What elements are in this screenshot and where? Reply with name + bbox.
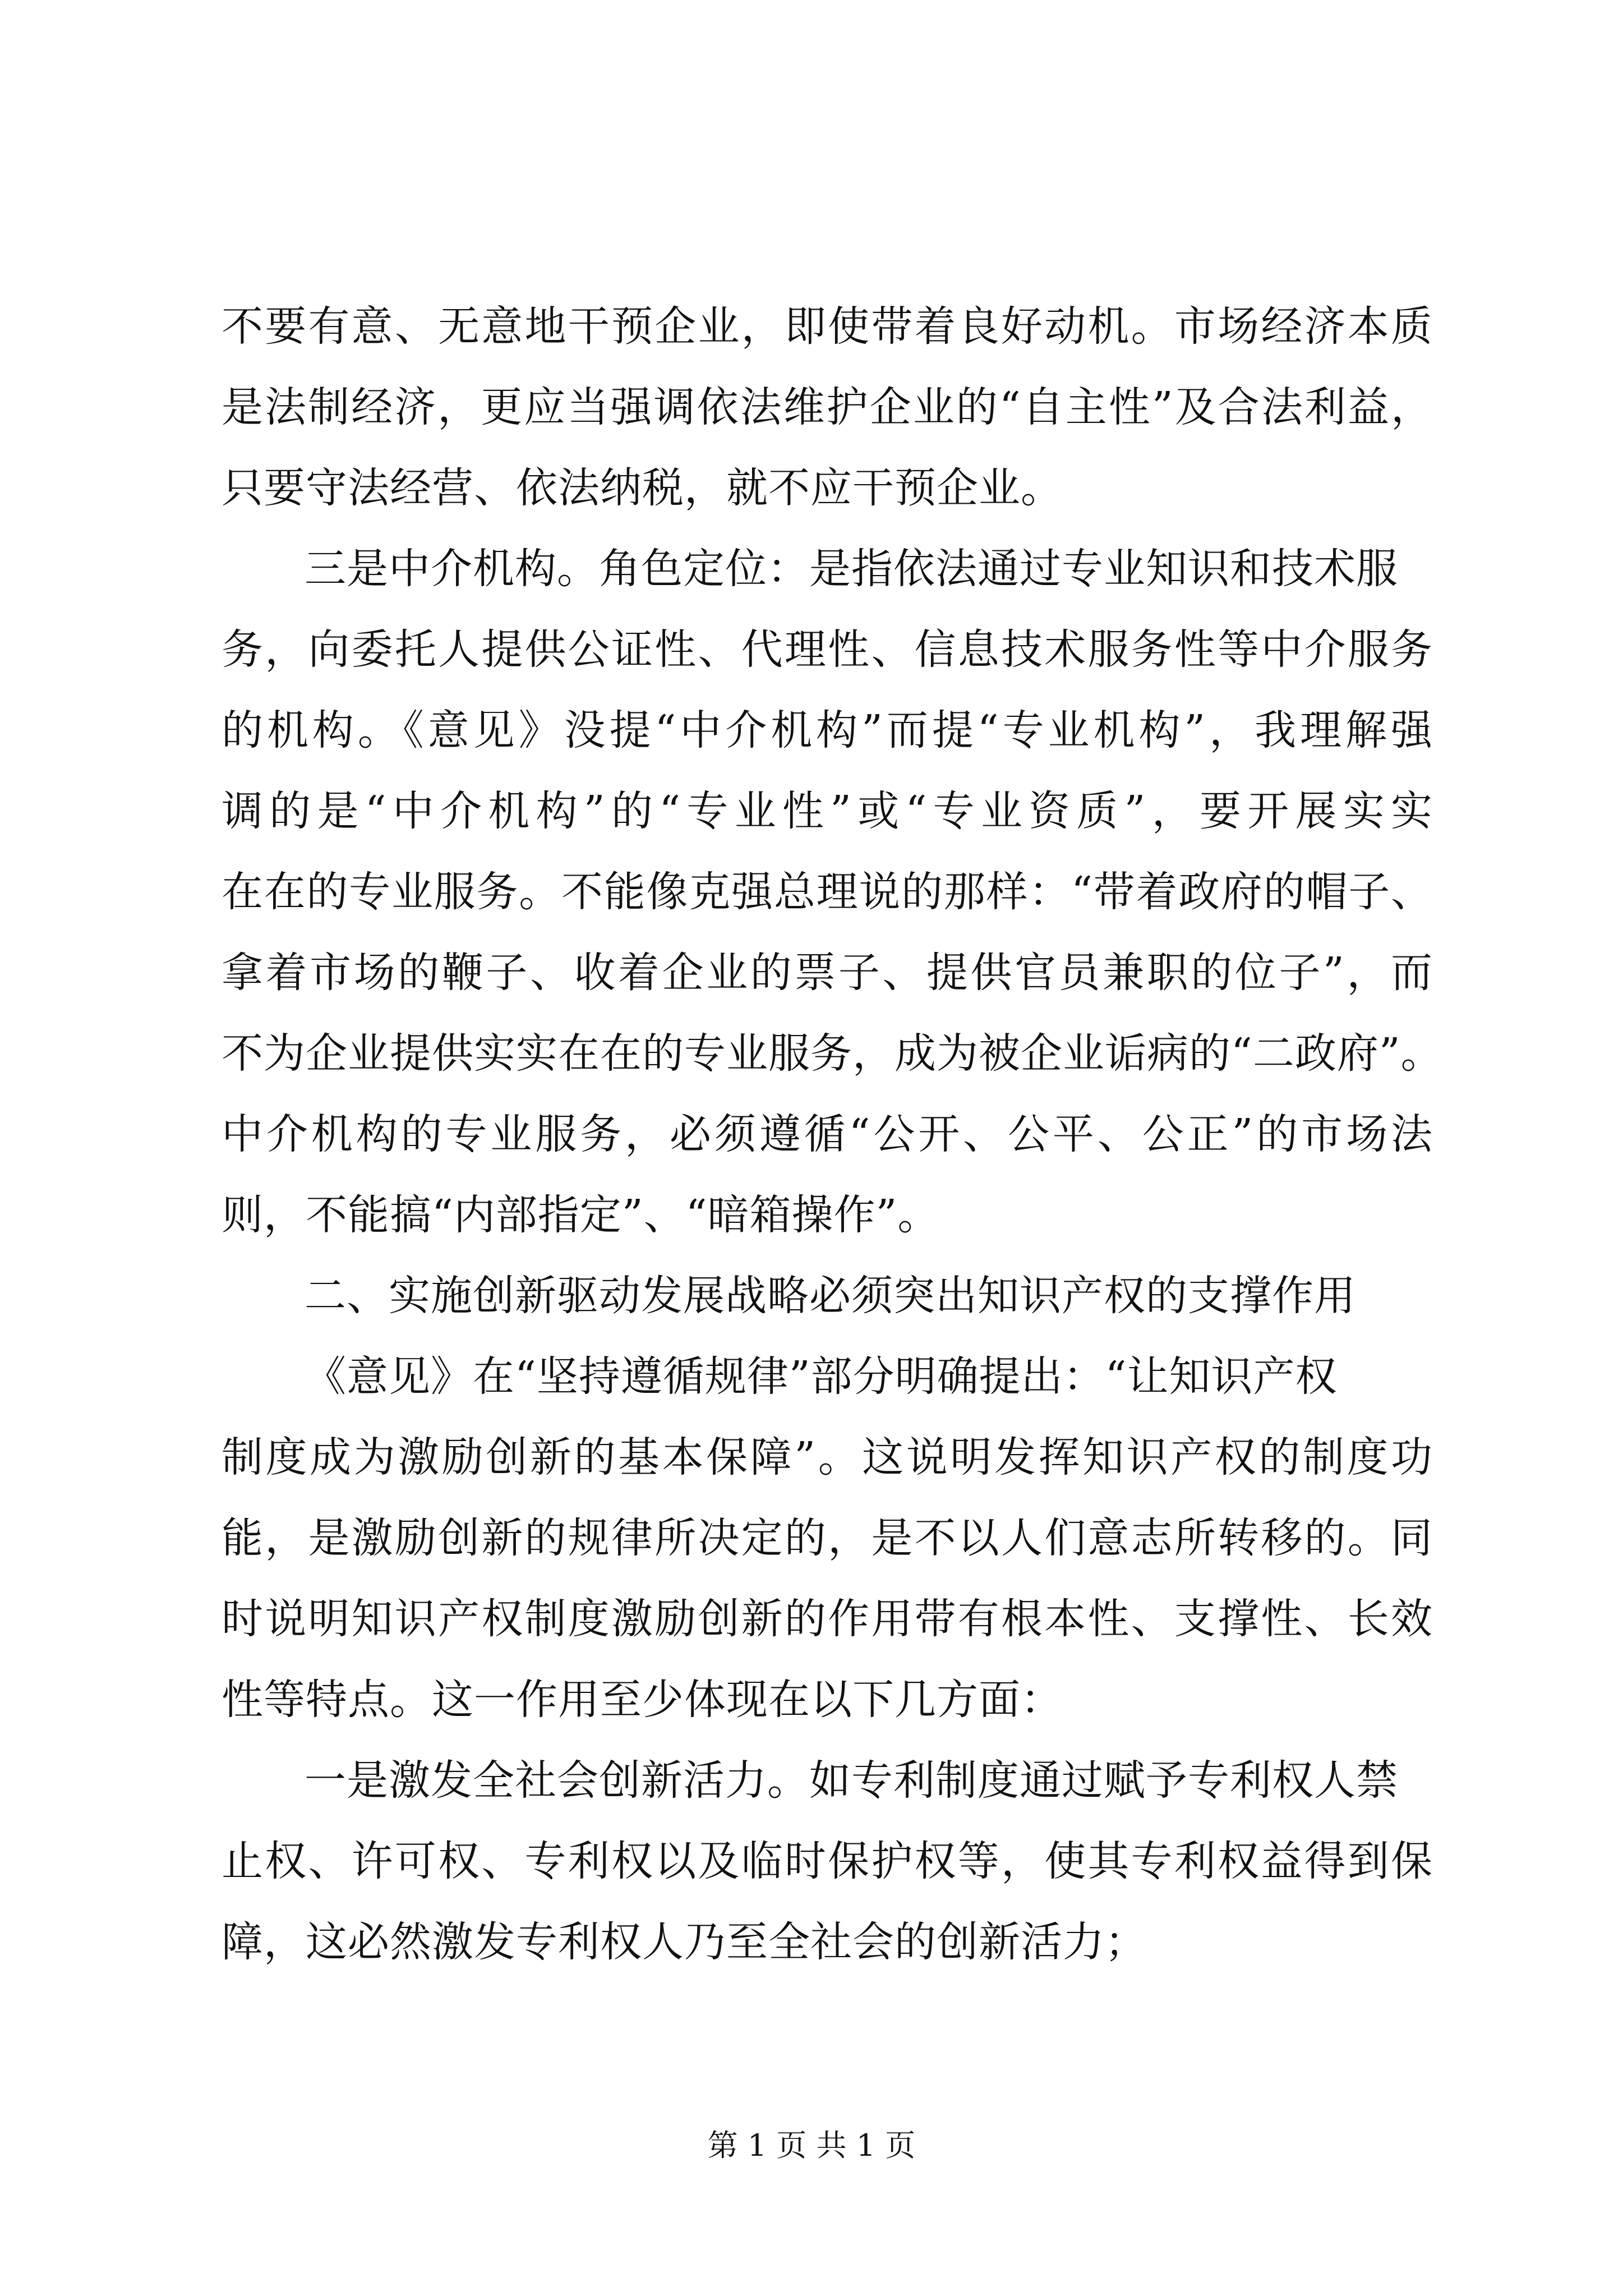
text-line: 能，是激励创新的规律所决定的，是不以人们意志所转移的。同 xyxy=(222,1514,1433,1562)
text-line: 止权、许可权、专利权以及临时保护权等，使其专利权益得到保 xyxy=(222,1837,1433,1885)
paragraph-start-line: 三是中介机构。角色定位：是指依法通过专业知识和技术服 xyxy=(305,545,1398,593)
text-line: 中介机构的专业服务，必须遵循“公开、公平、公正”的市场法 xyxy=(222,1110,1433,1158)
text-line: 是法制经济，更应当强调依法维护企业的“自主性”及合法利益， xyxy=(222,383,1433,431)
document-body xyxy=(222,286,1443,1982)
text-line: 只要守法经营、依法纳税，就不应干预企业。 xyxy=(222,464,1063,512)
page-footer: 第 1 页 共 1 页 xyxy=(707,2128,916,2163)
text-line: 时说明知识产权制度激励创新的作用带有根本性、支撑性、长效 xyxy=(222,1595,1433,1643)
paragraph-start-line: 《意见》在“坚持遵循规律”部分明确提出：“让知识产权 xyxy=(305,1352,1338,1401)
text-line: 则，不能搞“内部指定”、“暗箱操作”。 xyxy=(222,1191,940,1239)
section-heading: 二、实施创新驱动发展战略必须突出知识产权的支撑作用 xyxy=(305,1272,1356,1320)
text-line: 制度成为激励创新的基本保障”。这说明发挥知识产权的制度功 xyxy=(222,1433,1433,1481)
text-line: 的机构。《意见》没提“中介机构”而提“专业机构”，我理解强 xyxy=(222,706,1433,754)
paragraph-start-line: 一是激发全社会创新活力。如专利制度通过赋予专利权人禁 xyxy=(305,1756,1398,1805)
text-line: 不为企业提供实实在在的专业服务，成为被企业诟病的“二政府”。 xyxy=(222,1029,1443,1078)
text-line: 拿着市场的鞭子、收着企业的票子、提供官员兼职的位子”，而 xyxy=(222,949,1433,997)
text-line: 性等特点。这一作用至少体现在以下几方面： xyxy=(222,1676,1063,1724)
text-line: 在在的专业服务。不能像克强总理说的那样：“带着政府的帽子、 xyxy=(222,868,1433,916)
text-line: 障，这必然激发专利权人乃至全社会的创新活力； xyxy=(222,1918,1147,1966)
text-line: 务，向委托人提供公证性、代理性、信息技术服务性等中介服务 xyxy=(222,625,1433,674)
text-line: 不要有意、无意地干预企业，即使带着良好动机。市场经济本质 xyxy=(222,302,1433,351)
text-line: 调的是“中介机构”的“专业性”或“专业资质”，要开展实实 xyxy=(222,787,1433,835)
